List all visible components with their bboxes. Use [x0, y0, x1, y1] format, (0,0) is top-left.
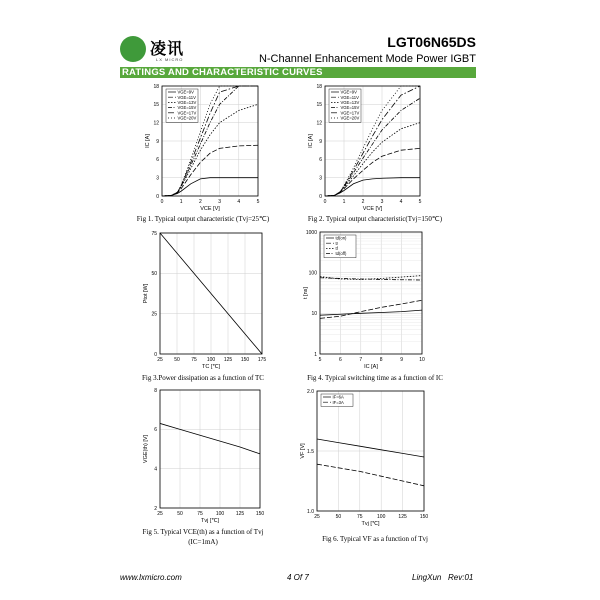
fig3-ytick-label: 75 — [151, 230, 157, 237]
fig4-xtick-label: 9 — [400, 357, 403, 363]
fig2-xtick-label: 4 — [399, 199, 403, 205]
fig2-ytick-label: 6 — [319, 157, 322, 164]
fig3-xtick-label: 75 — [191, 357, 197, 363]
fig6-series-line — [317, 464, 424, 486]
fig1-series-line — [162, 145, 258, 196]
fig4-ytick-label: 10 — [311, 311, 317, 318]
fig6-caption: Fig 6. Typical VF as a function of Tvj — [322, 535, 428, 543]
fig3-xtick-label: 150 — [240, 357, 250, 363]
fig1-caption: Fig 1. Typical output characteristic (Tvj=25℃) — [136, 215, 270, 223]
fig3-xtick-label: 175 — [257, 357, 267, 363]
fig2-ytick-label: 18 — [316, 83, 322, 90]
fig5-xtick-label: 75 — [197, 511, 203, 517]
fig6-ytick-label: 1.5 — [307, 448, 314, 455]
fig2-ytick-label: 3 — [319, 175, 322, 182]
fig6-xtick-label: 150 — [419, 514, 429, 520]
fig1-xtick-label: 5 — [256, 199, 260, 205]
fig6-ytick-label: 1.0 — [307, 508, 314, 515]
fig2-xlabel: VCE [V] — [362, 206, 383, 212]
fig4-ytick-label: 1000 — [305, 229, 317, 236]
fig1-ytick-label: 0 — [156, 193, 159, 200]
fig2-legend-label: VGE=20V — [340, 115, 360, 121]
fig2-xtick-label: 1 — [342, 199, 346, 205]
fig1-ytick-label: 15 — [153, 102, 159, 109]
fig1-ytick-label: 18 — [153, 83, 159, 90]
fig3-xtick-label: 100 — [206, 357, 216, 363]
fig1-legend-label: VGE=17V — [177, 110, 197, 116]
fig2-xtick-label: 0 — [323, 199, 327, 205]
fig1-legend-label: VGE=20V — [177, 115, 197, 121]
fig2-legend-label: VGE=15V — [340, 105, 360, 111]
fig2-caption: Fig 2. Typical output characteristic(Tvj=150℃) — [307, 215, 443, 223]
fig2-xtick-label: 3 — [380, 199, 384, 205]
fig4-xtick-label: 8 — [379, 357, 383, 363]
fig4-ylabel: t [ns] — [303, 287, 309, 299]
fig5-caption-condition: (IC=1mA) — [188, 538, 218, 546]
fig5-caption: Fig 5. Typical VCE(th) as a function of Tvj — [142, 528, 264, 536]
fig1-ylabel: IC [A] — [145, 134, 151, 148]
fig4-ytick-label: 1 — [314, 351, 317, 358]
part-number: LGT06N65DS — [387, 34, 476, 50]
fig5-ytick-label: 4 — [154, 466, 157, 473]
fig1-ytick-label: 9 — [156, 138, 159, 145]
fig2-legend-label: VGE=17V — [340, 110, 360, 116]
fig1-xtick-label: 1 — [179, 199, 183, 205]
fig2-legend-label: VGE=11V — [340, 94, 359, 100]
fig2-ylabel: IC [A] — [308, 134, 314, 148]
fig6-ytick-label: 2.0 — [307, 388, 314, 395]
fig5-ytick-label: 2 — [154, 505, 157, 512]
fig3-ytick-label: 50 — [151, 271, 157, 278]
fig2-ytick-label: 9 — [319, 138, 322, 145]
fig6-xtick-label: 100 — [377, 514, 386, 520]
fig5-ytick-label: 8 — [154, 387, 157, 394]
fig3-ytick-label: 25 — [151, 311, 157, 318]
footer-website: www.lxmicro.com — [120, 573, 182, 582]
fig1-xtick-label: 0 — [160, 199, 164, 205]
fig3-caption: Fig 3.Power dissipation as a function of TC — [142, 374, 264, 382]
fig1-xtick-label: 4 — [237, 199, 241, 205]
fig5-xtick-label: 25 — [157, 511, 163, 517]
fig1-legend-label: VGE=11V — [177, 94, 196, 100]
fig5-xtick-label: 125 — [235, 511, 245, 517]
fig1-xtick-label: 2 — [199, 199, 202, 205]
fig1-xlabel: VCE [V] — [200, 206, 220, 212]
fig1-legend-label: VGE=13V — [177, 100, 197, 105]
fig1-ytick-label: 12 — [153, 120, 159, 127]
fig6-legend-label: IF=6A — [332, 394, 344, 400]
fig5-ylabel: VGE(th) [V] — [143, 434, 149, 464]
fig1-xtick-label: 3 — [218, 199, 221, 205]
fig4-legend-label: tr — [335, 240, 339, 246]
fig3-ylabel: Ptot [W] — [143, 283, 149, 304]
footer-revision: Rev:01 — [448, 573, 474, 582]
fig3-xtick-label: 50 — [174, 357, 180, 363]
footer-page: 4 Of 7 — [287, 573, 309, 582]
fig4-xtick-label: 5 — [318, 357, 322, 363]
fig4-xtick-label: 7 — [359, 357, 363, 363]
fig4-caption: Fig 4. Typical switching time as a function of IC — [307, 374, 443, 382]
fig6-xtick-label: 125 — [398, 514, 407, 520]
fig5-xlabel: Tvj [℃] — [200, 518, 220, 524]
fig1-ytick-label: 3 — [156, 175, 159, 182]
fig6-xtick-label: 75 — [357, 514, 363, 520]
fig1-ytick-label: 6 — [156, 157, 159, 164]
device-description: N-Channel Enhancement Mode Power IGBT — [258, 53, 476, 65]
fig6-legend-label: IF=3A — [332, 399, 344, 405]
fig2-series-line — [325, 148, 420, 196]
fig3-xtick-label: 125 — [223, 357, 233, 363]
section-title: RATINGS AND CHARACTERISTIC CURVES — [122, 67, 323, 78]
fig4-xtick-label: 6 — [339, 357, 342, 363]
fig4-xlabel: IC [A] — [364, 364, 378, 370]
fig2-ytick-label: 0 — [319, 193, 322, 200]
fig2-legend-label: VGE=9V — [340, 89, 357, 95]
fig3-xlabel: TC [℃] — [201, 364, 221, 370]
fig1-legend-label: VGE=9V — [177, 89, 194, 95]
fig2-legend-label: VGE=13V — [340, 100, 360, 105]
fig6-xtick-label: 50 — [335, 514, 342, 520]
logo-subtext: LX MICRO — [156, 57, 184, 62]
fig2-xtick-label: 2 — [361, 199, 365, 205]
fig3-ytick-label: 0 — [154, 351, 157, 358]
fig4-ytick-label: 100 — [308, 270, 317, 277]
fig4-legend-label: td(off) — [335, 251, 347, 257]
fig6-xtick-label: 25 — [314, 514, 320, 520]
fig4-legend-label: tf — [335, 246, 338, 251]
fig5-ytick-label: 6 — [154, 427, 157, 434]
fig4-series-line — [320, 310, 422, 315]
fig6-xlabel: Tvj [℃] — [361, 521, 380, 527]
fig4-legend-label: td(on) — [335, 235, 347, 241]
fig6-series-line — [317, 439, 424, 457]
fig4-series-line — [320, 300, 422, 318]
footer-company: LingXun — [412, 573, 442, 582]
fig5-xtick-label: 100 — [215, 511, 225, 517]
fig5-xtick-label: 50 — [177, 511, 183, 517]
fig2-ytick-label: 15 — [316, 102, 322, 109]
fig2-xtick-label: 5 — [418, 199, 422, 205]
fig2-ytick-label: 12 — [316, 120, 322, 127]
fig1-legend-label: VGE=15V — [177, 105, 197, 111]
logo-chinese-text: 凌讯 — [150, 39, 185, 58]
fig5-series-line — [160, 423, 260, 453]
fig3-xtick-label: 25 — [157, 357, 163, 363]
fig4-xtick-label: 10 — [419, 357, 425, 363]
fig5-xtick-label: 150 — [255, 511, 265, 517]
fig6-ylabel: VF [V] — [300, 443, 306, 459]
